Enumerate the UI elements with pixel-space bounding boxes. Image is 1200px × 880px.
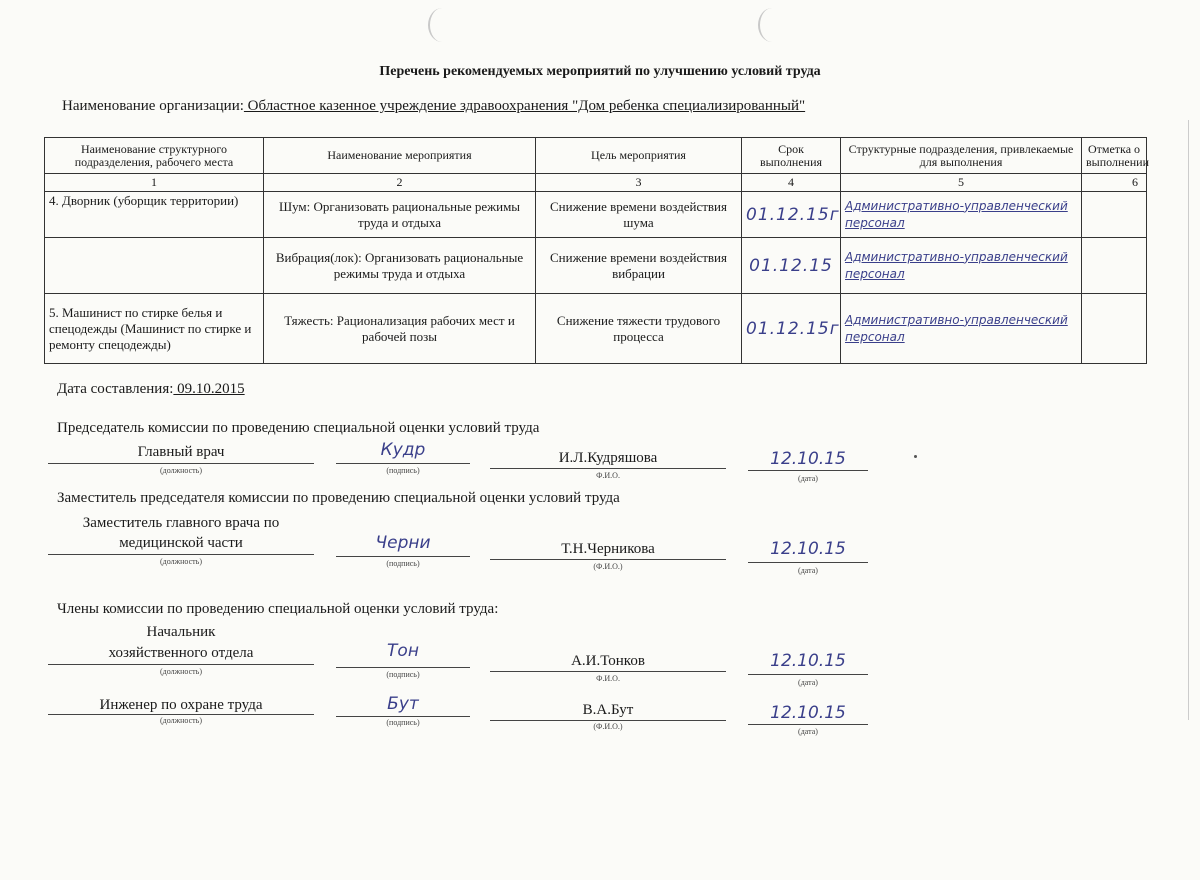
deadline-cell: 01.12.15г [742, 192, 841, 238]
measure-cell: Тяжесть: Рационализация рабочих мест и рабочей позы [264, 294, 536, 364]
members-heading: Члены комиссии по проведению специальной оценки условий труда: [57, 601, 499, 617]
organization-label: Наименование организации: [62, 98, 244, 114]
date-caption: (дата) [798, 727, 818, 736]
header-cell: Наименование мероприятия [264, 138, 536, 174]
departments-cell: Административно-управленческий персонал [841, 238, 1082, 294]
date-caption: (дата) [798, 566, 818, 575]
fio-line [490, 468, 726, 469]
member-name: А.И.Тонков [571, 653, 645, 669]
chair-position: Главный врач [137, 444, 225, 460]
position-caption: (должность) [160, 716, 202, 725]
position-line [48, 714, 314, 715]
goal-cell: Снижение времени воздействия шума [536, 192, 742, 238]
workplace-cell: 4. Дворник (уборщик территории) [45, 192, 264, 238]
completion-mark-cell [1082, 192, 1147, 238]
completion-mark-cell [1082, 294, 1147, 364]
measure-cell: Вибрация(лок): Организовать рациональные режимы труда и отдыха [264, 238, 536, 294]
compiled-date-line [57, 381, 245, 398]
table-row [45, 294, 1147, 364]
workplace-cell: 5. Машинист по стирке белья и спецодежды (Машинист по стирке и ремонту спецодежды) [45, 294, 264, 364]
deputy-heading: Заместитель председателя комиссии по проведению специальной оценки условий труда [57, 490, 620, 506]
deputy-date: 12.10.15 [770, 539, 846, 559]
signature-caption: (подпись) [386, 466, 420, 475]
column-number-row [45, 174, 1147, 192]
header-cell: Срок выполнения [742, 138, 841, 174]
goal-cell: Снижение времени воздействия вибрации [536, 238, 742, 294]
member-name: В.А.Бут [582, 702, 634, 718]
fio-caption: Ф.И.О. [596, 674, 620, 683]
deputy-position-line2: медицинской части [119, 535, 243, 551]
chair-date: 12.10.15 [770, 449, 846, 469]
column-number: 1 [45, 174, 264, 192]
chair-signature: Кудр [380, 440, 426, 460]
member-position-line2: хозяйственного отдела [108, 645, 254, 661]
organization-name: Областное казенное учреждение здравоохранения "Дом ребенка специализированный" [243, 98, 806, 114]
compiled-date-value: 09.10.2015 [173, 381, 245, 397]
signature-line [336, 667, 470, 668]
member-signature: Бут [387, 694, 419, 714]
punch-hole-mark [758, 8, 786, 42]
signature-line [336, 463, 470, 464]
date-line [748, 724, 868, 725]
signature-line [336, 716, 470, 717]
table-header-row [45, 138, 1147, 174]
header-cell: Наименование структурного подразделения, рабочего места [45, 138, 264, 174]
signature-caption: (подпись) [386, 670, 420, 679]
date-line [748, 470, 868, 471]
workplace-cell [45, 238, 264, 294]
table-row [45, 238, 1147, 294]
column-number: 6 [1082, 174, 1147, 192]
member-position-line1: Начальник [146, 624, 216, 640]
member-date: 12.10.15 [770, 703, 846, 723]
fio-caption: (Ф.И.О.) [593, 562, 623, 571]
fio-line [490, 720, 726, 721]
position-line [48, 463, 314, 464]
document-title: Перечень рекомендуемых мероприятий по улучшению условий труда [379, 64, 821, 79]
position-caption: (должность) [160, 557, 202, 566]
position-line [48, 554, 314, 555]
departments-cell: Административно-управленческий персонал [841, 294, 1082, 364]
fio-caption: (Ф.И.О.) [593, 722, 623, 731]
ink-dot [914, 455, 917, 458]
deputy-signature: Черни [375, 533, 431, 553]
member-signature: Тон [387, 641, 419, 661]
deputy-name: Т.Н.Черникова [561, 541, 655, 557]
goal-cell: Снижение тяжести трудового процесса [536, 294, 742, 364]
column-number: 5 [841, 174, 1082, 192]
fio-line [490, 559, 726, 560]
header-cell: Цель мероприятия [536, 138, 742, 174]
column-number: 2 [264, 174, 536, 192]
position-caption: (должность) [160, 667, 202, 676]
date-caption: (дата) [798, 678, 818, 687]
column-number: 3 [536, 174, 742, 192]
signature-line [336, 556, 470, 557]
departments-cell: Административно-управленческий персонал [841, 192, 1082, 238]
measure-cell: Шум: Организовать рациональные режимы труда и отдыха [264, 192, 536, 238]
deadline-cell: 01.12.15 [742, 238, 841, 294]
completion-mark-cell [1082, 238, 1147, 294]
chair-name: И.Л.Кудряшова [558, 450, 658, 466]
measures-table [44, 137, 1147, 364]
date-caption: (дата) [798, 474, 818, 483]
date-line [748, 562, 868, 563]
table-row [45, 192, 1147, 238]
punch-hole-mark [428, 8, 456, 42]
date-line [748, 674, 868, 675]
organization-line [62, 98, 805, 115]
header-cell: Отметка о выполнении [1082, 138, 1147, 174]
header-cell: Структурные подразделения, привлекаемые для выполнения [841, 138, 1082, 174]
deadline-cell: 01.12.15г [742, 294, 841, 364]
compiled-date-label: Дата составления: [57, 381, 174, 397]
chair-heading: Председатель комиссии по проведению специальной оценки условий труда [57, 420, 540, 436]
fio-line [490, 671, 726, 672]
scan-edge [1188, 120, 1189, 720]
signature-caption: (подпись) [386, 718, 420, 727]
member-position-line2: Инженер по охране труда [99, 697, 263, 713]
position-line [48, 664, 314, 665]
position-caption: (должность) [160, 466, 202, 475]
deputy-position-line1: Заместитель главного врача по [82, 515, 280, 531]
signature-caption: (подпись) [386, 559, 420, 568]
fio-caption: Ф.И.О. [596, 471, 620, 480]
member-date: 12.10.15 [770, 651, 846, 671]
column-number: 4 [742, 174, 841, 192]
